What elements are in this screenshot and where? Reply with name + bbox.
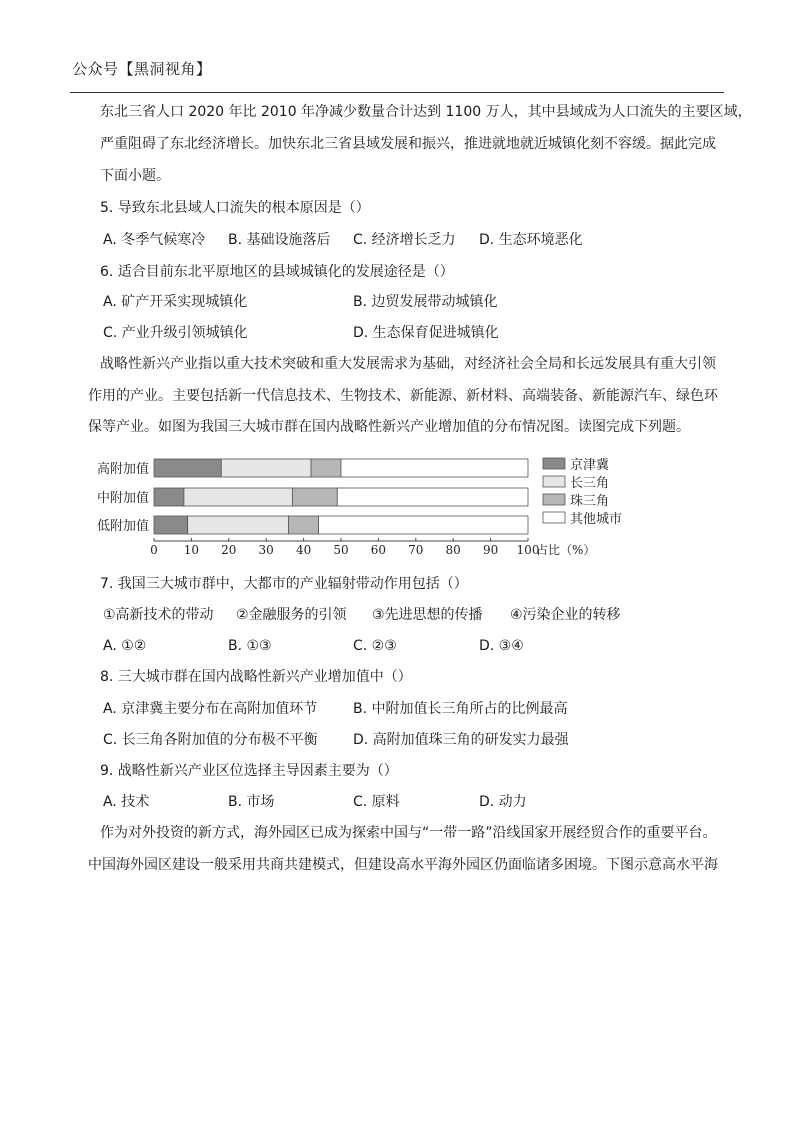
question-5-stem: 5. 导致东北县域人口流失的根本原因是（）: [100, 200, 370, 216]
passage2-line: 保等产业。如图为我国三大城市群在国内战略性新兴产业增加值的分布情况图。读图完成下列题。: [88, 419, 690, 435]
x-tick-label: 10: [183, 543, 200, 557]
passage3-line: 作为对外投资的新方式，海外园区已成为探索中国与“一带一路”沿线国家开展经贸合作的重要平台。: [100, 825, 717, 841]
q8-option-a: A. 京津冀主要分布在高附加值环节: [103, 701, 318, 717]
bar-segment: [292, 488, 337, 506]
q6-option-d: D. 生态保育促进城镇化: [353, 325, 499, 341]
bar-segment: [154, 516, 188, 534]
q6-option-b: B. 边贸发展带动城镇化: [353, 294, 498, 310]
q9-option-a: A. 技术: [103, 794, 150, 810]
q7-option-d: D. ③④: [479, 638, 524, 654]
bar-segment: [188, 516, 289, 534]
q5-option-d: D. 生态环境恶化: [479, 232, 583, 248]
q7-option-a: A. ①②: [103, 638, 147, 654]
x-tick-label: 80: [445, 543, 461, 557]
question-8-stem: 8. 三大城市群在国内战略性新兴产业增加值中（）: [100, 669, 412, 685]
bar-segment: [154, 459, 221, 477]
passage2-line: 作用的产业。主要包括新一代信息技术、生物技术、新能源、新材料、高端装备、新能源汽车、绿色环: [88, 388, 718, 404]
passage1-line: 下面小题。: [100, 168, 170, 184]
q8-option-d: D. 高附加值珠三角的研发实力最强: [353, 732, 569, 748]
legend-label: 其他城市: [570, 512, 623, 527]
legend-label: 珠三角: [570, 494, 610, 509]
q7-item-3: ③先进思想的传播: [372, 607, 483, 623]
q9-option-d: D. 动力: [479, 794, 527, 810]
legend-swatch: [543, 476, 565, 487]
legend-swatch: [543, 512, 565, 523]
passage3-line: 中国海外园区建设一般采用共商共建模式，但建设高水平海外园区仍面临诸多困境。下图示意高水平海: [88, 857, 718, 873]
question-6-stem: 6. 适合目前东北平原地区的县域城镇化的发展途径是（）: [100, 264, 454, 280]
q7-item-1: ①高新技术的带动: [103, 607, 214, 623]
q8-option-c: C. 长三角各附加值的分布极不平衡: [103, 732, 318, 748]
legend-label: 长三角: [570, 476, 610, 491]
x-tick-label: 0: [150, 543, 158, 557]
bar-segment: [341, 459, 528, 477]
bar-segment: [337, 488, 528, 506]
q7-item-4: ④污染企业的转移: [510, 607, 621, 623]
x-tick-label: 50: [333, 543, 349, 557]
passage1-line: 东北三省人口 2020 年比 2010 年净减少数量合计达到 1100 万人，其中县域成为人口流失的主要区域，: [100, 104, 752, 120]
x-tick-label: 60: [370, 543, 387, 557]
bar-segment: [289, 516, 319, 534]
stacked-bar-chart: [88, 452, 648, 558]
question-9-stem: 9. 战略性新兴产业区位选择主导因素主要为（）: [100, 763, 398, 779]
q9-option-b: B. 市场: [228, 794, 275, 810]
x-tick-label: 70: [408, 543, 424, 557]
q6-option-a: A. 矿产开采实现城镇化: [103, 294, 248, 310]
q5-option-a: A. 冬季气候寒冷: [103, 232, 206, 248]
q9-option-c: C. 原料: [353, 794, 400, 810]
x-axis-label: 占比（%）: [536, 543, 596, 557]
q5-option-b: B. 基础设施落后: [228, 232, 331, 248]
bar-segment: [319, 516, 528, 534]
x-tick-label: 30: [258, 543, 274, 557]
category-label: 高附加值: [96, 462, 149, 477]
page-header: 公众号【黑洞视角】: [72, 60, 212, 78]
bar-segment: [311, 459, 341, 477]
question-7-stem: 7. 我国三大城市群中，大都市的产业辐射带动作用包括（）: [100, 576, 468, 592]
x-tick-label: 90: [482, 543, 499, 557]
header-divider: [70, 92, 724, 93]
bar-segment: [221, 459, 311, 477]
category-label: 低附加值: [96, 519, 149, 534]
legend-swatch: [543, 458, 565, 469]
bar-segment: [184, 488, 292, 506]
q6-option-c: C. 产业升级引领城镇化: [103, 325, 248, 341]
passage1-line: 严重阻碍了东北经济增长。加快东北三省县域发展和振兴，推进就地就近城镇化刻不容缓。据此完成: [100, 136, 716, 152]
passage2-line: 战略性新兴产业指以重大技术突破和重大发展需求为基础，对经济社会全局和长远发展具有重大引领: [100, 356, 716, 372]
x-tick-label: 100: [516, 543, 540, 557]
x-tick-label: 40: [295, 543, 312, 557]
q5-option-c: C. 经济增长乏力: [353, 232, 456, 248]
x-tick-label: 20: [221, 543, 237, 557]
legend-label: 京津冀: [570, 458, 610, 473]
q8-option-b: B. 中附加值长三角所占的比例最高: [353, 701, 568, 717]
q7-item-2: ②金融服务的引领: [236, 607, 347, 623]
q7-option-b: B. ①③: [228, 638, 272, 654]
q7-option-c: C. ②③: [353, 638, 397, 654]
bar-segment: [154, 488, 184, 506]
category-label: 中附加值: [96, 491, 149, 506]
legend-swatch: [543, 494, 565, 505]
